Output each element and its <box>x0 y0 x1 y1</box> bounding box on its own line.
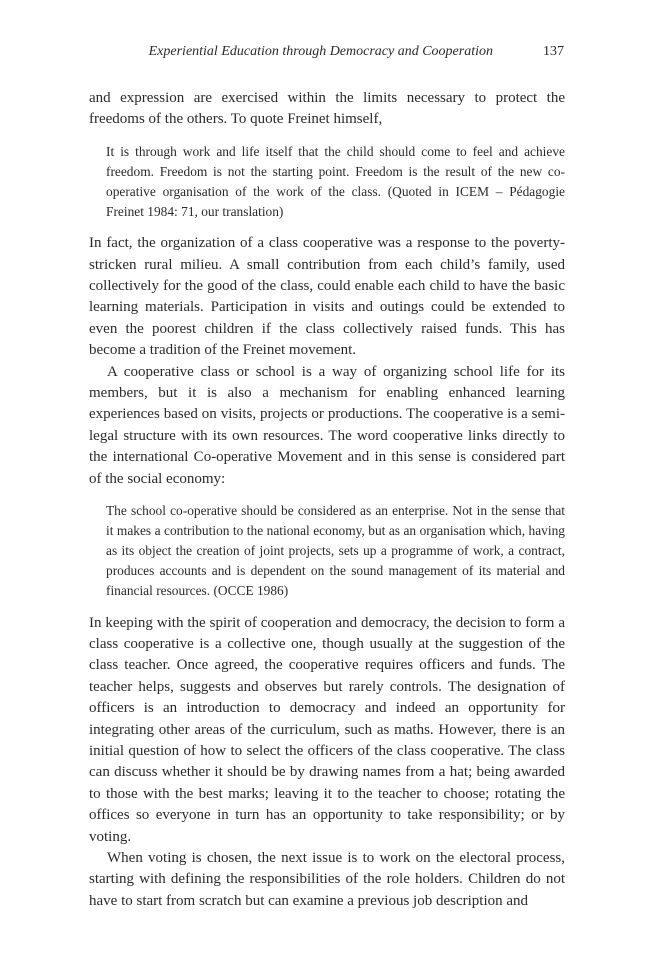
paragraph: When voting is chosen, the next issue is to work on the electoral process, starting with defining the responsibilities of the role holders. Children do not have to start from scratch but can examine a previous job description and <box>89 850 565 909</box>
block-quote: The school co-operative should be considered as an enterprise. Not in the sense that it makes a contribution to the national economy, but as an organisation which, having as its object the creation of joint projects, sets up a programme of work, a contract, produces accounts and is dependent on the sound management of its material and financial resources. (OCCE 1986) <box>106 503 565 599</box>
page-number: 137 <box>543 44 564 59</box>
paragraph: In fact, the organization of a class cooperative was a response to the poverty-stricken rural milieu. A small contribution from each child’s family, used collectively for the good of the class, could enable each child to have the basic learning materials. Participation in visits and outings could be extended to even the poorest children if the class collectively raised funds. This has become a tradition of the Freinet movement. <box>89 235 565 359</box>
running-title: Experiential Education through Democracy and Cooperation <box>148 44 493 59</box>
body-text <box>89 88 565 912</box>
block-quote: It is through work and life itself that the child should come to feel and achieve freedom. Freedom is not the starting point. Freedom is the result of the new co-operative organisation of the work of the class. (Quoted in ICEM – Pédagogie Freinet 1984: 71, our translation) <box>106 143 565 220</box>
paragraph: and expression are exercised within the limits necessary to protect the freedoms of the others. To quote Freinet himself, <box>89 90 565 128</box>
paragraph: A cooperative class or school is a way of organizing school life for its members, but it is also a mechanism for enabling enhanced learning experiences based on visits, projects or productions. The cooperative is a semi-legal structure with its own resources. The word cooperative links directly to the international Co-operative Movement and in this sense is considered part of the social economy: <box>89 363 565 487</box>
paragraph: In keeping with the spirit of cooperation and democracy, the decision to form a class cooperative is a collective one, though usually at the suggestion of the class teacher. Once agreed, the cooperative requires officers and funds. The teacher helps, suggests and observes but rarely controls. The designation of officers is an introduction to democracy and indeed an opportunity for integrating other areas of the curriculum, such as maths. However, there is an initial question of how to select the officers of the class cooperative. The class can discuss whether it should be by drawing names from a hat; being awarded to those with the best marks; leaving it to the teacher to choose; rotating the offices so everyone in turn has an opportunity to take responsibility; or by voting. <box>89 614 565 845</box>
running-header <box>0 44 650 64</box>
